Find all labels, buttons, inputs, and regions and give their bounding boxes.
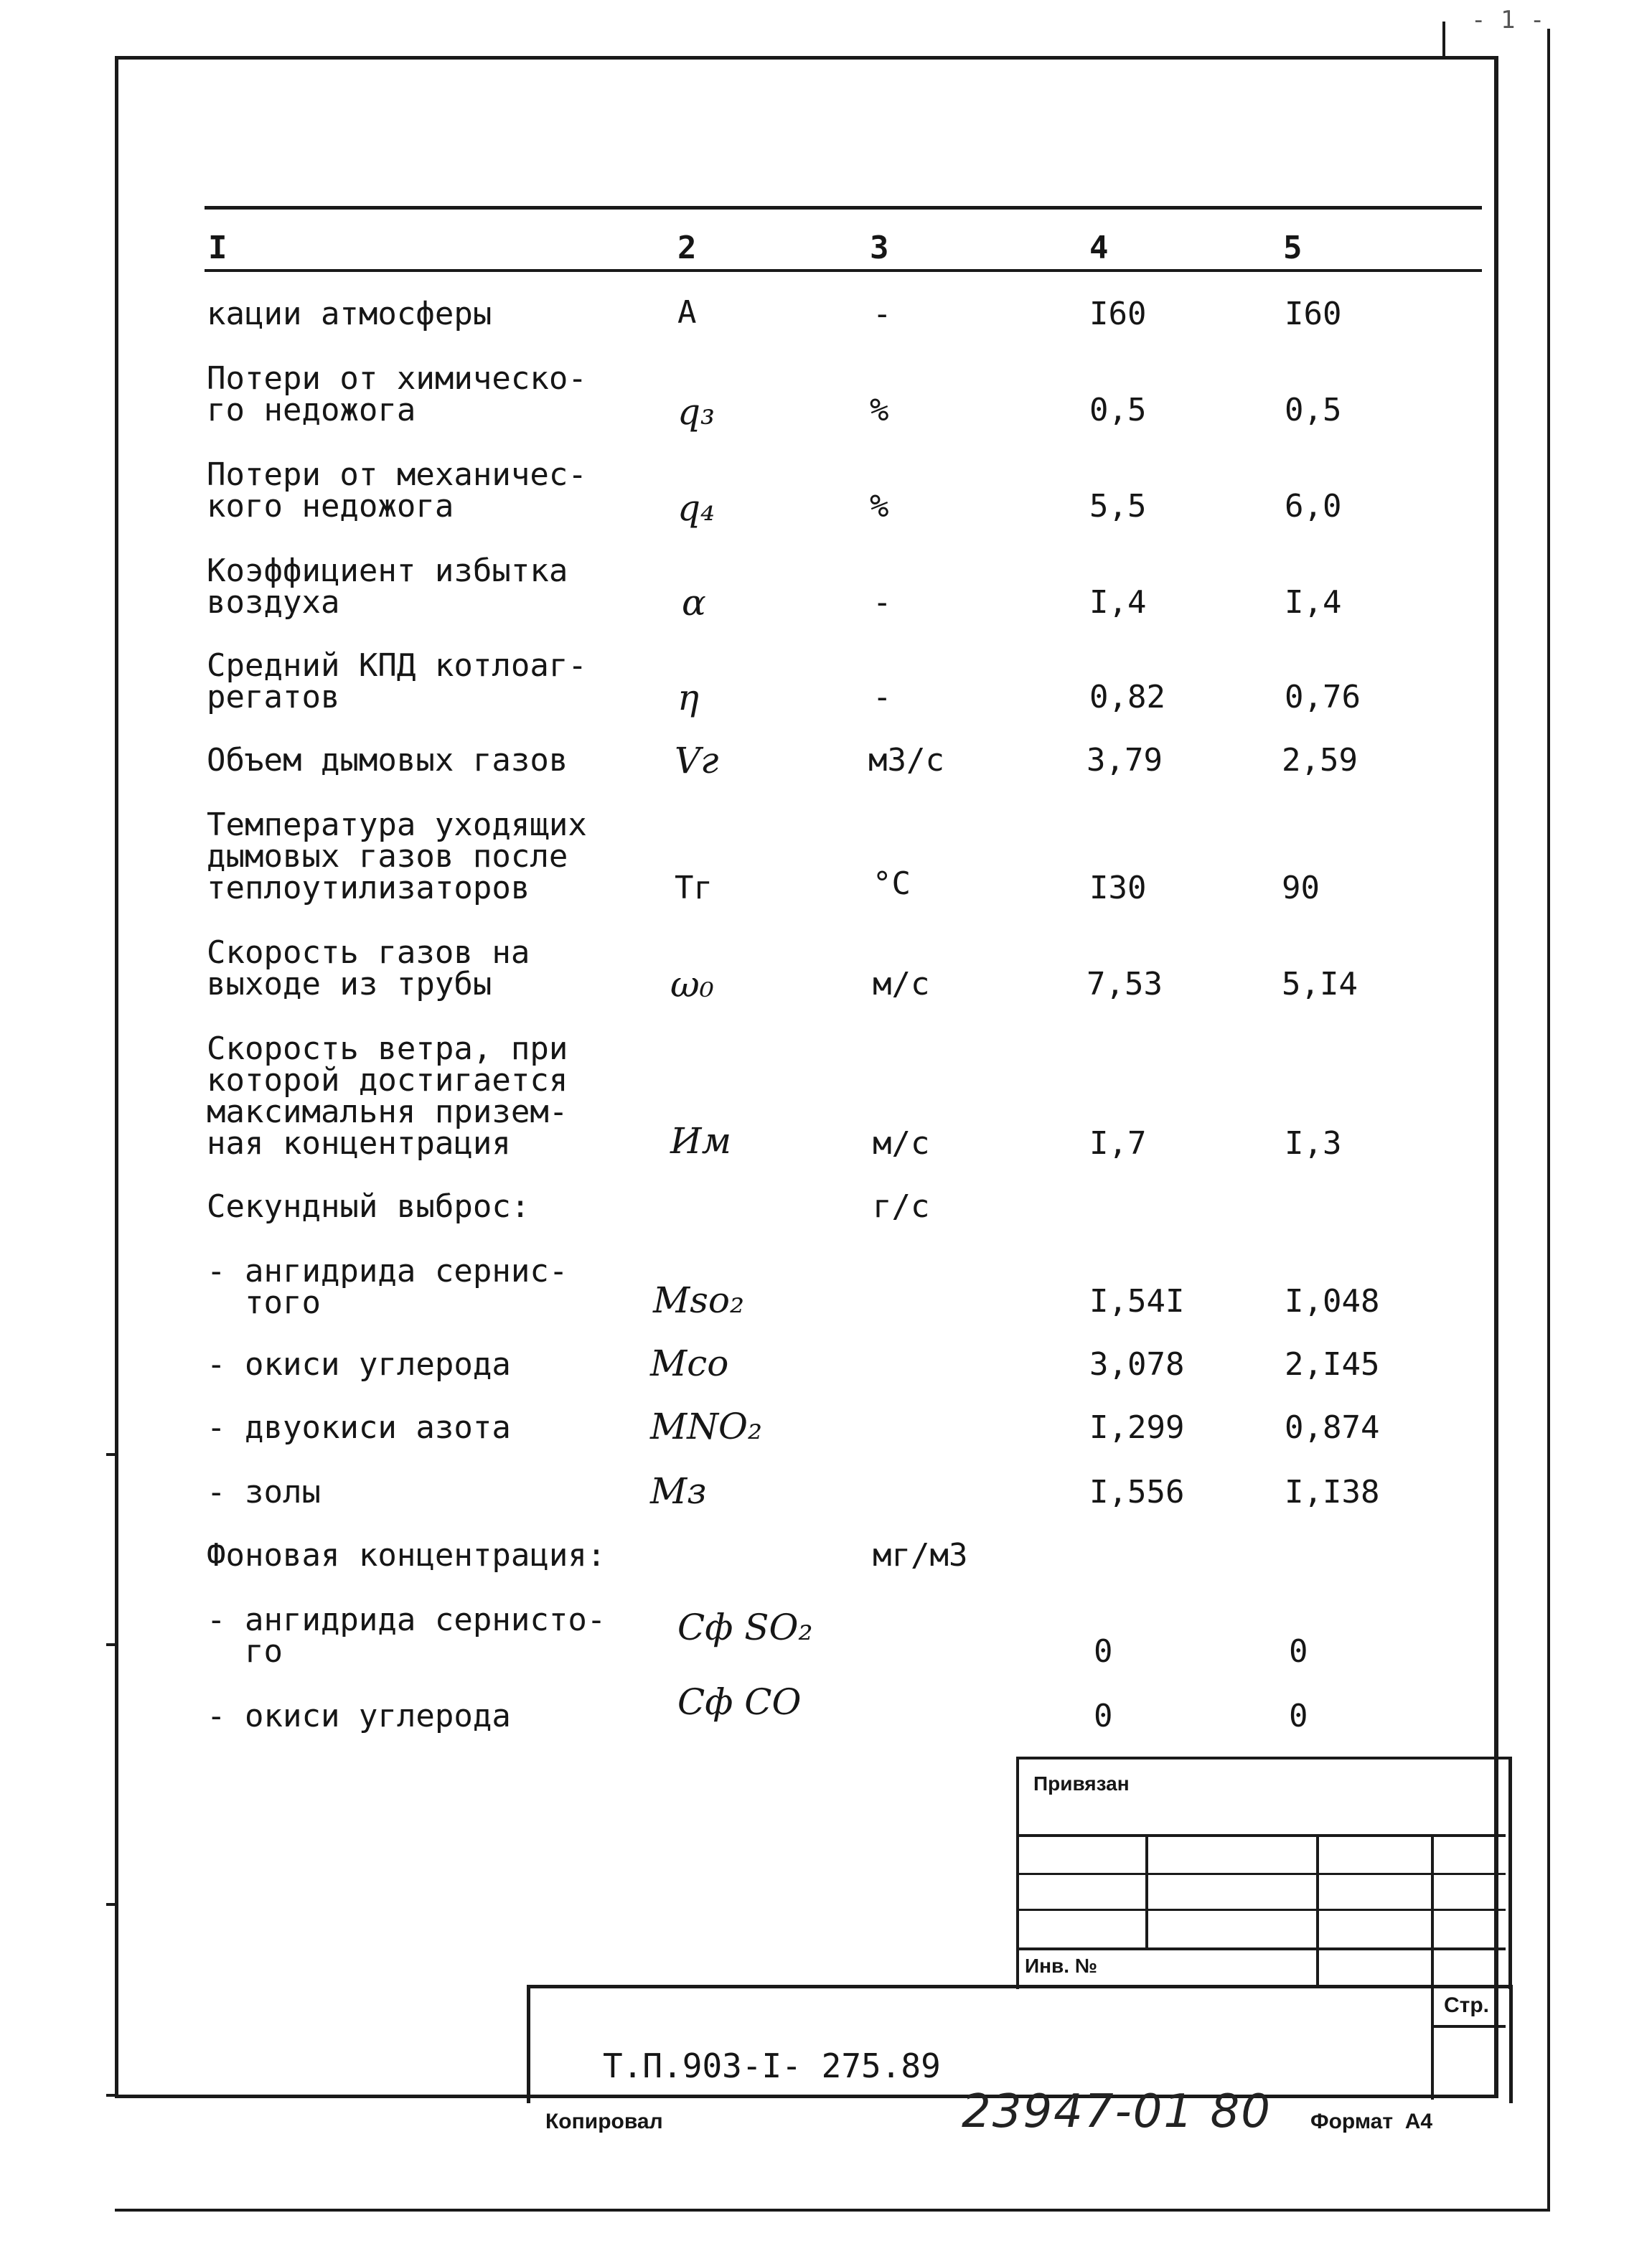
grid-line (1431, 2025, 1506, 2028)
row-value-4: I,556 (1089, 1474, 1185, 1510)
row-unit: °С (873, 865, 911, 902)
row-label: - окиси углерода (207, 1346, 511, 1383)
row-label: Секундный выброс: (207, 1188, 530, 1225)
row-value-4: 0,5 (1089, 392, 1147, 428)
row-symbol: η (677, 677, 699, 718)
row-label: Средний КПД котлоаг- регатов (207, 647, 587, 715)
row-symbol: Mз (650, 1470, 707, 1512)
row-value-4: 3,79 (1087, 742, 1163, 779)
row-symbol: q₃ (677, 391, 715, 433)
row-unit: мг/м3 (873, 1537, 968, 1574)
row-value-5: 0,76 (1285, 679, 1361, 715)
row-symbol: Cф SO₂ (677, 1607, 813, 1648)
row-value-5: I,4 (1285, 584, 1342, 621)
row-label: - ангидрида сернис- того (207, 1253, 568, 1321)
row-symbol: Cф CO (677, 1681, 802, 1723)
top-border-stub (1442, 22, 1445, 57)
row-value-5: 0,874 (1285, 1409, 1380, 1446)
row-symbol: A (677, 294, 697, 331)
row-value-5: I,3 (1285, 1125, 1342, 1162)
inventory-number-label: Инв. № (1025, 1955, 1098, 1977)
row-value-4: 0 (1094, 1698, 1113, 1734)
row-symbol: ω₀ (670, 964, 714, 1005)
row-unit: м3/с (868, 742, 944, 779)
row-unit: - (873, 296, 892, 332)
archive-stamp-number: 23947-01 80 (962, 2085, 1272, 2138)
row-symbol: Mco (650, 1343, 729, 1384)
row-value-4: I60 (1089, 296, 1147, 332)
row-label: - окиси углерода (207, 1698, 511, 1734)
column-header: 3 (870, 230, 889, 266)
row-value-4: 3,078 (1089, 1346, 1185, 1383)
row-unit: - (873, 584, 892, 621)
row-value-5: 2,59 (1282, 742, 1358, 779)
table-top-rule (205, 206, 1482, 210)
row-value-5: 2,I45 (1285, 1346, 1380, 1383)
row-label: Потери от механичес- кого недожога (207, 456, 587, 525)
row-value-5: 90 (1282, 870, 1320, 906)
row-value-4: I,7 (1089, 1125, 1147, 1162)
row-symbol: α (682, 582, 706, 624)
row-symbol: Vг (675, 740, 719, 781)
row-value-5: I,I38 (1285, 1474, 1380, 1510)
row-symbol: MNO₂ (650, 1406, 762, 1447)
row-value-5: I,048 (1285, 1283, 1380, 1320)
row-value-4: I,54I (1089, 1283, 1185, 1320)
table-header-rule (205, 269, 1482, 272)
row-unit: % (870, 488, 889, 525)
column-header: 5 (1283, 230, 1303, 266)
row-label: - золы (207, 1474, 321, 1510)
row-label: Скорость ветра, при которой достигается максимальня призем- ная концентрация (207, 1030, 568, 1162)
row-label: - ангидрида сернисто- го (207, 1602, 606, 1670)
row-label: Скорость газов на выходе из трубы (207, 934, 530, 1002)
grid-line (1145, 1834, 1148, 1947)
row-value-5: I60 (1285, 296, 1342, 332)
row-value-4: I30 (1089, 870, 1147, 906)
row-label: Температура уходящих дымовых газов после теплоутилизаторов (207, 807, 587, 906)
row-label: Коэффициент избытка воздуха (207, 553, 568, 621)
row-symbol: Тг (675, 870, 713, 906)
column-header: 4 (1089, 230, 1109, 266)
sheet-corner-mark: - 1 - (1471, 6, 1545, 34)
row-value-5: 0 (1289, 1698, 1308, 1734)
row-value-4: 5,5 (1089, 488, 1147, 525)
row-symbol: Им (670, 1120, 732, 1162)
copied-by-label: Копировал (545, 2110, 663, 2133)
format-label: Формат А4 (1310, 2110, 1433, 2133)
row-value-4: 7,53 (1087, 966, 1163, 1002)
row-label: - двуокиси азота (207, 1409, 511, 1446)
row-value-4: I,299 (1089, 1409, 1185, 1446)
row-value-4: 0,82 (1089, 679, 1165, 715)
row-value-4: 0 (1094, 1633, 1113, 1670)
row-value-5: 0,5 (1285, 392, 1342, 428)
row-value-5: 5,I4 (1282, 966, 1358, 1002)
grid-line (1431, 1985, 1434, 2100)
right-edge-line (1547, 29, 1550, 2210)
bound-label: Привязан (1033, 1772, 1130, 1795)
grid-line (1316, 1834, 1319, 1986)
row-symbol: q₄ (677, 487, 715, 529)
row-unit: м/с (873, 1125, 930, 1162)
row-label: кации атмосферы (207, 296, 492, 332)
page-label: Стр. (1444, 1993, 1490, 2017)
row-value-5: 6,0 (1285, 488, 1342, 525)
row-unit: м/с (873, 966, 930, 1002)
document-code: Т.П.903-I- 275.89 (603, 2047, 941, 2085)
row-unit: - (873, 679, 892, 715)
row-unit: г/с (873, 1188, 930, 1225)
row-label: Объем дымовых газов (207, 742, 568, 779)
row-symbol: Mso₂ (653, 1279, 745, 1321)
row-label: Потери от химическо- го недожога (207, 360, 587, 428)
row-unit: % (870, 392, 889, 428)
column-header: 2 (677, 230, 697, 266)
column-header: I (208, 230, 227, 266)
row-label: Фоновая концентрация: (207, 1537, 606, 1574)
bottom-edge-line (115, 2209, 1550, 2212)
row-value-5: 0 (1289, 1633, 1308, 1670)
grid-line (1431, 1834, 1434, 1986)
row-value-4: I,4 (1089, 584, 1147, 621)
